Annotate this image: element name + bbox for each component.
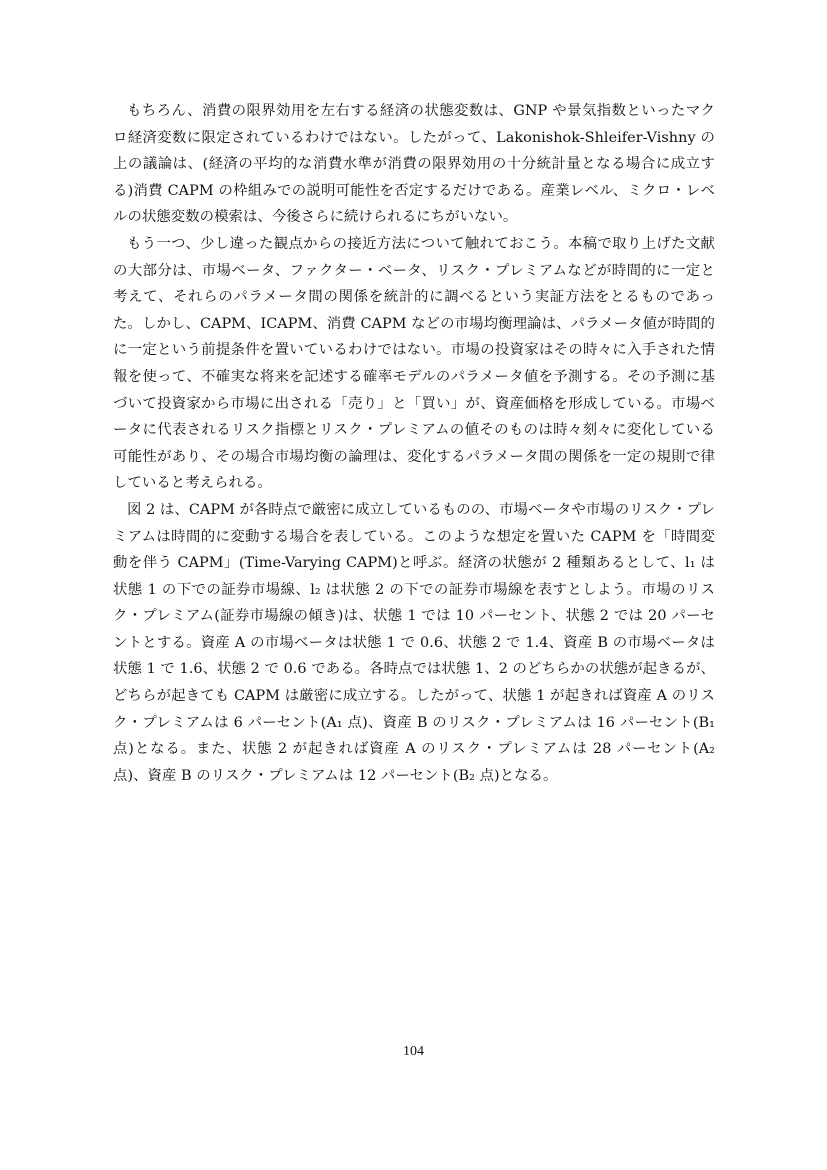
paragraph-2: もう一つ、少し違った観点からの接近方法について触れておこう。本稿で取り上げた文献の大部分は、市場ベータ、ファクター・ベータ、リスク・プレミアムなどが時間的に一定と考えて、それらのパラメータ間の関係を統計的に調べるという実証方法をとるものであった。しかし、CAPM、ICAPM、消費 CAPM などの市場均衡理論は、パラメータ値が時間的に一定という前提条件を置いているわけではない。市場の投資家はその時々に入手された情報を使って、不確実な将来を記述する確率モデルのパラメータ値を予測する。その予測に基づいて投資家から市場に出される「売り」と「買い」が、資産価格を形成している。市場ベータに代表されるリスク指標とリスク・プレミアムの値そのものは時々刻々に変化している可能性があり、その場合市場均衡の論理は、変化するパラメータ間の関係を一定の規則で律していると考えられる。 [113, 235, 715, 492]
page-number: 104 [403, 1044, 424, 1059]
body-text [113, 98, 715, 789]
paragraph-1: もちろん、消費の限界効用を左右する経済の状態変数は、GNP や景気指数といったマクロ経済変数に限定されているわけではない。したがって、Lakonishok-Shleifer-Vishny の上の議論は、(経済の平均的な消費水準が消費の限界効用の十分統計量となる場合に成立する)消費 CAPM の枠組みでの説明可能性を否定するだけである。産業レベル、ミクロ・レベルの状態変数の模索は、今後さらに続けられるにちがいない。 [113, 103, 715, 226]
paragraph-3: 図 2 は、CAPM が各時点で厳密に成立しているものの、市場ベータや市場のリスク・プレミアムは時間的に変動する場合を表している。このような想定を置いた CAPM を「時間変動を伴う CAPM」(Time-Varying CAPM)と呼ぶ。経済の状態が 2 種類あるとして、l₁ は状態 1 の下での証券市場線、l₂ は状態 2 の下での証券市場線を表すとしよう。市場のリスク・プレミアム(証券市場線の傾き)は、状態 1 では 10 パーセント、状態 2 では 20 パーセントとする。資産 A の市場ベータは状態 1 で 0.6、状態 2 で 1.4、資産 B の市場ベータは状態 1 で 1.6、状態 2 で 0.6 である。各時点では状態 1、2 のどちらかの状態が起きるが、どちらが起きても CAPM は厳密に成立する。したがって、状態 1 が起きれば資産 A のリスク・プレミアムは 6 パーセント(A₁ 点)、資産 B のリスク・プレミアムは 16 パーセント(B₁ 点)となる。また、状態 2 が起きれば資産 A のリスク・プレミアムは 28 パーセント(A₂ 点)、資産 B のリスク・プレミアムは 12 パーセント(B₂ 点)となる。 [113, 501, 715, 784]
